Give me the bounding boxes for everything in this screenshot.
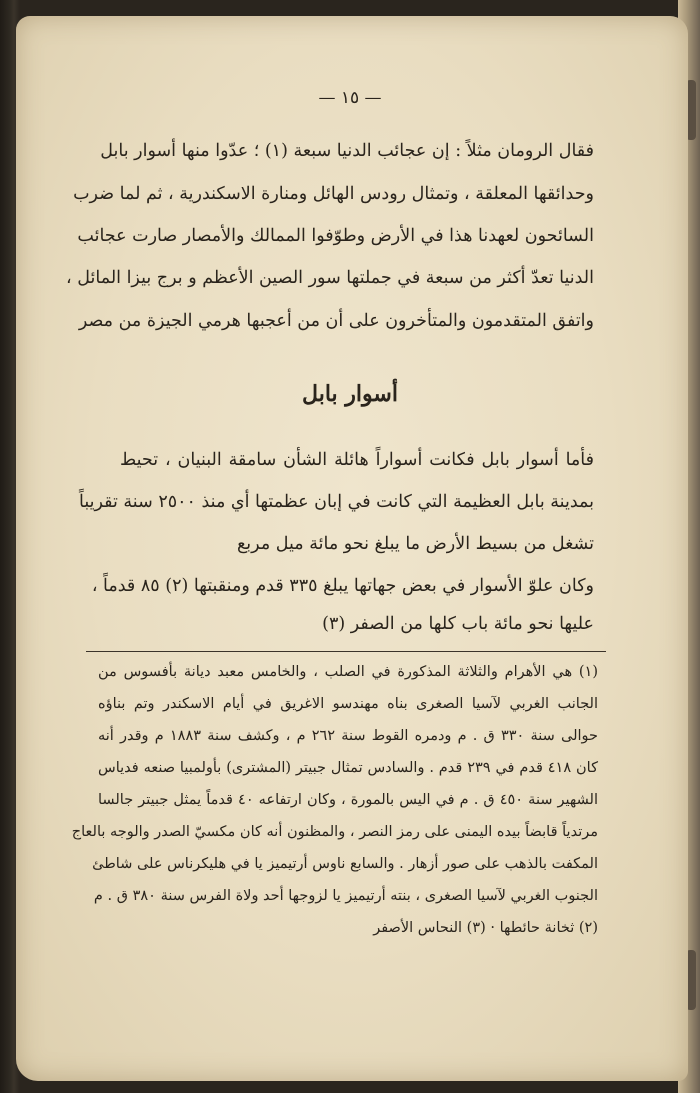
footnote-divider bbox=[86, 651, 606, 652]
intro-line: الدنيا تعدّ أكثر من سبعة في جملتها سور الصين الأعظم و برج بيزا المائل ، bbox=[66, 268, 594, 288]
footnote-line: (٢) ثخانة حائطها · (٣) النحاس الأصفر bbox=[373, 920, 598, 936]
intro-line: واتفق المتقدمون والمتأخرون على أن من أعجبها هرمي الجيزة من مصر bbox=[78, 311, 594, 331]
footnote-line: الجانب الغربي لآسيا الصغرى بناه مهندسو الاغريق في أيام الاسكندر وتم بناؤه bbox=[98, 696, 598, 712]
section-line: فأما أسوار بابل فكانت أسواراً هائلة الشأن سامقة البنيان ، تحيط bbox=[120, 450, 594, 470]
footnote-line: حوالى سنة ٣٣٠ ق . م ودمره القوط سنة ٢٦٢ م ، وكشف سنة ١٨٨٣ م وقدر أنه bbox=[98, 728, 598, 744]
section-line: عليها نحو مائة باب كلها من الصفر (٣) bbox=[322, 614, 594, 634]
intro-line: السائحون لعهدنا هذا في الأرض وطوّفوا الممالك والأمصار صارت عجائب bbox=[77, 226, 594, 246]
footnote-line: المكفت بالذهب على صور أزهار . والسابع ناوس أرتيميز يا في هليكرناس على شاطئ bbox=[92, 856, 598, 872]
intro-line: فقال الرومان مثلاً : إن عجائب الدنيا سبعة (١) ؛ عدّوا منها أسوار بابل bbox=[100, 141, 594, 161]
intro-line: وحدائقها المعلقة ، وتمثال رودس الهائل ومنارة الاسكندرية ، ثم لما ضرب bbox=[73, 184, 594, 204]
footnote-line: الشهير سنة ٤٥٠ ق . م في اليس بالمورة ، وكان ارتفاعه ٤٠ قدماً يمثل جبيتر جالسا bbox=[98, 792, 598, 808]
section-line: وكان علوّ الأسوار في بعض جهاتها يبلغ ٣٣٥ قدم ومنقبتها (٢) ٨٥ قدماً ، bbox=[91, 576, 594, 596]
section-heading: أسوار بابل bbox=[302, 381, 398, 407]
footnote-line: الجنوب الغربي لآسيا الصغرى ، بنته أرتيميز يا لزوجها أحد ولاة الفرس سنة ٣٨٠ ق . م bbox=[93, 888, 598, 904]
footnote-line: (١) هي الأهرام والثلاثة المذكورة في الصلب ، والخامس معبد ديانة بأفسوس من bbox=[98, 664, 598, 680]
footnote-line: كان ٤١٨ قدم في ٢٣٩ قدم . والسادس تمثال جبيتر (المشترى) بأولمبيا صنعه فدياس bbox=[98, 760, 598, 776]
page-number: — ١٥ — bbox=[318, 88, 382, 108]
section-line: تشغل من بسيط الأرض ما يبلغ نحو مائة ميل مربع bbox=[236, 534, 594, 554]
footnote-line: مرتدياً قابضاً بيده اليمنى على رمز النصر ، والمظنون أنه كان مكسيّ الصدر والوجه بالعاج bbox=[71, 824, 598, 840]
section-line: بمدينة بابل العظيمة التي كانت في إبان عظمتها أي منذ ٢٥٠٠ سنة تقريباً bbox=[78, 492, 594, 512]
